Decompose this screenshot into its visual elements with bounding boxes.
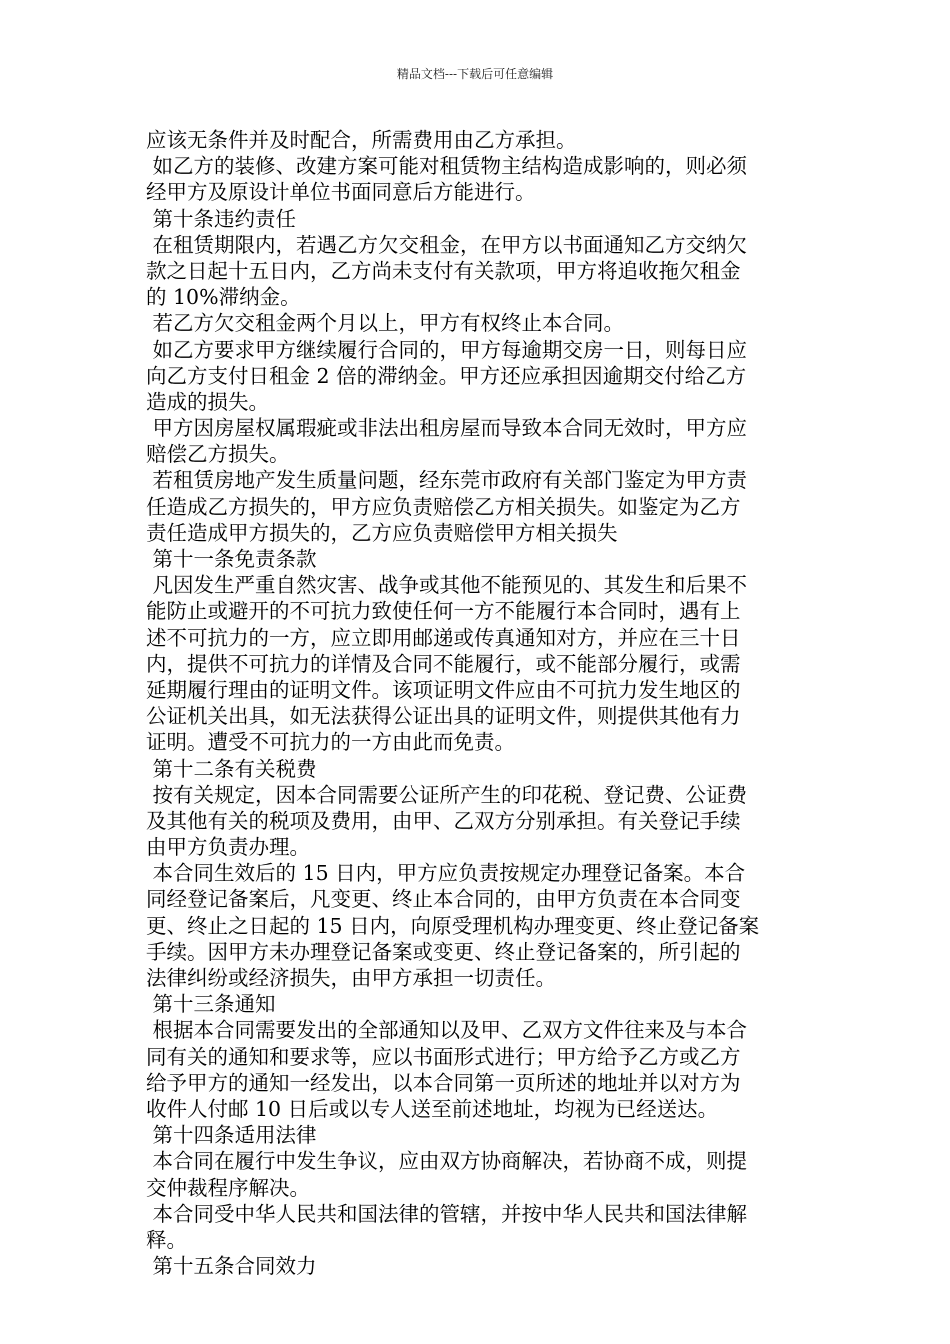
text-line: 向乙方支付日租金 2 倍的滞纳金。甲方还应承担因逾期交付给乙方 <box>146 363 747 388</box>
text-line: 赔偿乙方损失。 <box>146 442 290 467</box>
text-line: 本合同在履行中发生争议，应由双方协商解决，若协商不成，则提 <box>146 1149 748 1174</box>
text-line: 述不可抗力的一方，应立即用邮递或传真通知对方，并应在三十日 <box>146 625 741 650</box>
text-line: 甲方因房屋权属瑕疵或非法出租房屋而导致本合同无效时，甲方应 <box>146 416 748 441</box>
text-line: 按有关规定，因本合同需要公证所产生的印花税、登记费、公证费 <box>146 782 748 807</box>
text-line: 及其他有关的税项及费用，由甲、乙双方分别承担。有关登记手续 <box>146 808 741 833</box>
text-line: 应该无条件并及时配合，所需费用由乙方承担。 <box>146 128 577 152</box>
text-line: 若租赁房地产发生质量问题，经东莞市政府有关部门鉴定为甲方责 <box>146 468 748 493</box>
text-line: 更、终止之日起的 15 日内，向原受理机构办理变更、终止登记备案 <box>146 913 760 938</box>
text-line: 在租赁期限内，若遇乙方欠交租金，在甲方以书面通知乙方交纳欠 <box>146 232 748 257</box>
text-line: 若乙方欠交租金两个月以上，甲方有权终止本合同。 <box>146 311 625 336</box>
page-header: 精品文档---下载后可任意编辑 <box>396 67 554 81</box>
text-line: 能防止或避开的不可抗力致使任何一方不能履行本合同时，遇有上 <box>146 599 741 624</box>
text-line: 手续。因甲方未办理登记备案或变更、终止登记备案的，所引起的 <box>146 939 741 964</box>
text-line: 责任造成甲方损失的，乙方应负责赔偿甲方相关损失 <box>146 520 618 545</box>
text-line: 造成的损失。 <box>146 389 269 414</box>
text-line: 给予甲方的通知一经发出，以本合同第一页所述的地址并以对方为 <box>146 1070 741 1095</box>
text-line: 款之日起十五日内，乙方尚未支付有关款项，甲方将追收拖欠租金 <box>146 258 741 283</box>
text-line: 的 10%滞纳金。 <box>146 285 301 310</box>
text-line: 收件人付邮 10 日后或以专人送至前述地址，均视为已经送达。 <box>146 1096 719 1121</box>
text-line: 如乙方要求甲方继续履行合同的，甲方每逾期交房一日，则每日应 <box>146 337 748 362</box>
text-line: 本合同生效后的 15 日内，甲方应负责按规定办理登记备案。本合 <box>146 861 746 886</box>
text-line: 释。 <box>146 1227 187 1252</box>
section-heading: 第十条违约责任 <box>146 206 297 231</box>
section-heading: 第十二条有关税费 <box>146 756 317 781</box>
text-line: 同有关的通知和要求等，应以书面形式进行；甲方给予乙方或乙方 <box>146 1044 741 1069</box>
text-line: 凡因发生严重自然灾害、战争或其他不能预见的、其发生和后果不 <box>146 573 748 598</box>
text-line: 由甲方负责办理。 <box>146 835 310 860</box>
section-heading: 第十四条适用法律 <box>146 1123 317 1148</box>
text-line: 经甲方及原设计单位书面同意后方能进行。 <box>146 180 536 205</box>
section-heading: 第十五条合同效力 <box>146 1254 317 1279</box>
text-line: 内，提供不可抗力的详情及合同不能履行，或不能部分履行，或需 <box>146 651 741 676</box>
section-heading: 第十一条免责条款 <box>146 547 317 571</box>
text-line: 证明。遭受不可抗力的一方由此而免责。 <box>146 730 515 755</box>
text-line: 延期履行理由的证明文件。该项证明文件应由不可抗力发生地区的 <box>146 677 741 702</box>
text-line: 根据本合同需要发出的全部通知以及甲、乙双方文件往来及与本合 <box>146 1018 748 1043</box>
section-heading: 第十三条通知 <box>146 992 276 1017</box>
text-line: 任造成乙方损失的，甲方应负责赔偿乙方相关损失。如鉴定为乙方 <box>146 494 741 519</box>
text-line: 法律纠纷或经济损失，由甲方承担一切责任。 <box>146 966 556 990</box>
text-line: 公证机关出具，如无法获得公证出具的证明文件，则提供其他有力 <box>146 704 741 729</box>
text-line: 本合同受中华人民共和国法律的管辖，并按中华人民共和国法律解 <box>146 1201 748 1226</box>
text-line: 如乙方的装修、改建方案可能对租赁物主结构造成影响的，则必须 <box>146 154 748 179</box>
text-line: 同经登记备案后，凡变更、终止本合同的，由甲方负责在本合同变 <box>146 887 741 912</box>
text-line: 交仲裁程序解决。 <box>146 1175 310 1200</box>
document-body <box>146 127 808 1279</box>
